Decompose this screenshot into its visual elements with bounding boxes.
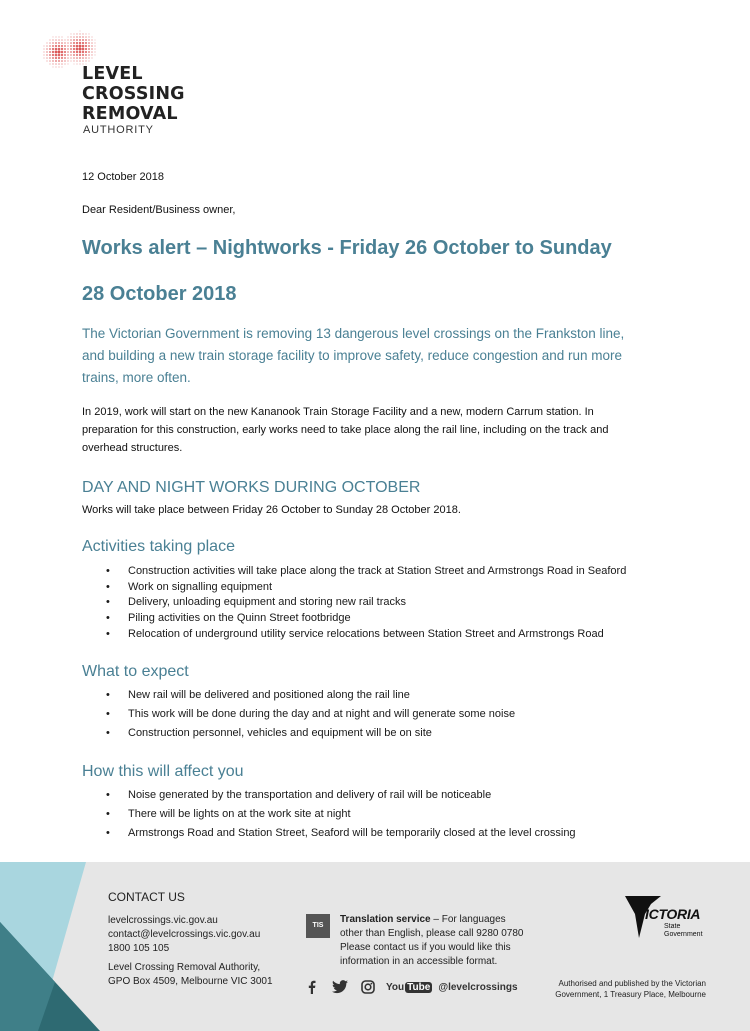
logo-dot [85, 33, 86, 34]
logo-dot [64, 63, 65, 64]
bullet: • [106, 580, 110, 593]
logo-dot [88, 48, 90, 50]
logo-dot [76, 48, 79, 51]
address-line: GPO Box 4509, Melbourne VIC 3001 [108, 976, 273, 987]
logo-dot [55, 54, 58, 57]
translation-text: Please contact us if you would like this [340, 942, 511, 953]
logo-dot [46, 54, 48, 56]
list-item-text: Relocation of underground utility service relocations between Station Street and Armstrongs Road [128, 627, 604, 640]
affect-list [82, 786, 702, 843]
logo-dot [85, 60, 86, 61]
logo-dot [58, 66, 59, 67]
logo-dot [61, 45, 63, 47]
logo-dot [70, 57, 72, 59]
logo-dot [46, 51, 48, 53]
logo-dot [52, 42, 54, 44]
works-heading: DAY AND NIGHT WORKS DURING OCTOBER [82, 479, 421, 496]
lead-paragraph [82, 323, 682, 389]
logo-dot [73, 39, 75, 41]
logo-dot [88, 54, 90, 56]
logo-dot [46, 48, 48, 50]
logo-dot [67, 63, 68, 64]
logo-dot [91, 45, 93, 47]
logo-dot [61, 39, 63, 41]
logo-dot [49, 60, 51, 62]
logo-dot [58, 54, 61, 57]
logo-dot [76, 54, 78, 56]
logo-dot [76, 60, 78, 62]
logo-dot [79, 51, 82, 54]
list-item-text: There will be lights on at the work site at night [128, 808, 351, 820]
translation-label: Translation service [340, 914, 431, 925]
logo-dot [79, 30, 80, 31]
logo-dot [94, 48, 95, 49]
logo-dot [58, 45, 60, 47]
logo-dot [67, 57, 69, 59]
logo-dot [85, 51, 87, 53]
bullet: • [106, 689, 110, 701]
logo-dot [67, 42, 69, 44]
facebook-icon[interactable] [305, 980, 319, 994]
logo-dot [55, 57, 57, 59]
logo-dot [49, 48, 51, 50]
logo-dot [49, 45, 51, 47]
logo-dot [55, 42, 57, 44]
logo-dot [70, 51, 72, 53]
authorised-line: Government, 1 Treasury Place, Melbourne [555, 990, 706, 999]
logo-dot [70, 48, 72, 50]
victoria-sub [664, 923, 703, 939]
logo-dot [79, 60, 81, 62]
logo-dot [88, 33, 89, 34]
logo-dot [76, 57, 78, 59]
logo-dot [61, 60, 63, 62]
list-item-text: Work on signalling equipment [128, 580, 273, 593]
logo-dot [82, 60, 84, 62]
logo-dot [94, 39, 95, 40]
logo-dot [91, 51, 93, 53]
logo-dot [79, 33, 80, 34]
logo-dot [46, 42, 47, 43]
youtube-you: You [386, 981, 405, 993]
logo-dot [73, 60, 74, 61]
footer-decorative-shapes [0, 862, 110, 1031]
logo-dot [73, 51, 75, 53]
letter-date: 12 October 2018 [82, 171, 164, 183]
instagram-icon[interactable] [361, 980, 375, 994]
bullet: • [106, 727, 110, 739]
logo-dot [55, 66, 56, 67]
logo-line-1: LEVEL [82, 64, 143, 84]
logo-dot [73, 48, 75, 50]
intro-line: preparation for this construction, early works need to take place along the rail line, including on the track and [82, 424, 609, 436]
youtube-tube: Tube [407, 981, 431, 993]
logo-dot [76, 63, 77, 64]
logo-dot [76, 36, 78, 38]
logo-dot [85, 48, 87, 50]
footer [0, 862, 750, 1031]
logo-dot [58, 63, 60, 65]
logo-dot [46, 60, 47, 61]
logo-dot [88, 51, 90, 53]
logo-dot [73, 54, 75, 56]
list-item-text: Noise generated by the transportation and delivery of rail will be noticeable [128, 789, 492, 801]
logo-dot [76, 45, 79, 48]
activities-list [82, 564, 702, 643]
affect-heading: How this will affect you [82, 763, 244, 780]
logo-dot [43, 51, 44, 52]
logo-dot [61, 48, 63, 50]
logo-dot [49, 42, 51, 44]
logo-dot [91, 42, 93, 44]
logo-dot [85, 54, 87, 56]
bullet: • [106, 612, 110, 625]
address-line: Level Crossing Removal Authority, [108, 962, 261, 973]
contact-block [108, 914, 273, 989]
logo-dot [73, 45, 75, 47]
logo-dot [67, 54, 69, 56]
logo-dot [52, 39, 53, 40]
logo-dot [88, 60, 89, 61]
bullet: • [106, 627, 110, 640]
logo-dot [64, 39, 65, 40]
contact-heading: CONTACT US [108, 890, 185, 904]
logo-dot [76, 51, 78, 53]
logo-dot [73, 42, 75, 44]
logo-dot [73, 63, 74, 64]
logo-dot [70, 60, 71, 61]
logo-dot [82, 54, 84, 56]
logo-dot [88, 45, 90, 47]
bullet: • [106, 789, 110, 801]
logo-dot [52, 57, 54, 59]
logo-dot [55, 45, 57, 47]
list-item [82, 705, 702, 724]
logo-dot [61, 57, 63, 59]
logo-dot [52, 51, 54, 53]
youtube-icon[interactable] [386, 982, 432, 993]
logo-dot [88, 42, 90, 44]
logo-dot [91, 48, 93, 50]
twitter-icon[interactable] [332, 980, 348, 994]
logo-dot [55, 39, 57, 41]
website-link[interactable]: levelcrossings.vic.gov.au [108, 915, 218, 926]
list-item [82, 595, 702, 611]
translation-block [340, 913, 540, 969]
logo-dot [82, 51, 84, 53]
logo-dot [55, 63, 57, 65]
logo-dot [58, 48, 61, 51]
logo-dot [79, 42, 81, 44]
logo-dot [55, 36, 56, 37]
logo-dot [76, 33, 77, 34]
list-item-text: Construction personnel, vehicles and equipment will be on site [128, 727, 432, 739]
logo-dot [61, 63, 63, 65]
expect-heading: What to expect [82, 663, 189, 680]
logo-dot [79, 63, 80, 64]
logo-dot [61, 42, 63, 44]
logo-dot [70, 39, 72, 41]
intro-paragraph [82, 403, 702, 457]
logo-dot [52, 48, 54, 50]
logo-dot [79, 36, 81, 38]
list-item [82, 786, 702, 805]
logo-dot [52, 66, 53, 67]
logo-dot [61, 36, 62, 37]
logo-dot [58, 39, 60, 41]
logo-dot [49, 39, 50, 40]
logo-dot [52, 45, 54, 47]
works-text: Works will take place between Friday 26 October to Sunday 28 October 2018. [82, 504, 461, 516]
logo-dot [85, 45, 87, 47]
logo-dot [64, 54, 66, 56]
logo-dot [88, 57, 90, 59]
list-item-text: Armstrongs Road and Station Street, Seaford will be temporarily closed at the level crossing [128, 827, 576, 839]
list-item-text: Piling activities on the Quinn Street footbridge [128, 612, 351, 625]
logo-dot [94, 51, 95, 52]
translation-text: – For languages [430, 914, 506, 925]
logo-dot [67, 45, 69, 47]
logo-dot [82, 48, 85, 51]
list-item [82, 611, 702, 627]
expect-list [82, 686, 702, 743]
logo-dot [73, 36, 75, 38]
intro-line: In 2019, work will start on the new Kananook Train Storage Facility and a new, modern Carrum station. In [82, 406, 594, 418]
logo-dot [82, 45, 85, 48]
list-item [82, 580, 702, 596]
logo-dot [94, 42, 95, 43]
logo-dot [73, 33, 74, 34]
bullet: • [106, 596, 110, 609]
logo-subline: AUTHORITY [83, 124, 154, 136]
logo-dot [46, 45, 48, 47]
list-item-text: This work will be done during the day and at night and will generate some noise [128, 708, 516, 720]
logo-dot [52, 36, 53, 37]
salutation: Dear Resident/Business owner, [82, 204, 236, 216]
bullet: • [106, 808, 110, 820]
logo-dot [70, 54, 72, 56]
page-title-line-1: Works alert – Nightworks - Friday 26 October to Sunday [82, 237, 612, 259]
list-item [82, 686, 702, 705]
list-item-text: Construction activities will take place along the track at Station Street and Armstrongs Road in Seaford [128, 565, 627, 577]
logo-dot [49, 57, 51, 59]
logo-dot [43, 48, 44, 49]
logo-dot [82, 42, 84, 44]
list-item [82, 627, 702, 643]
lead-line: The Victorian Government is removing 13 dangerous level crossings on the Frankston line, [82, 326, 625, 341]
logo-dot [64, 48, 66, 50]
logo-line-3: REMOVAL [82, 104, 178, 124]
email-link[interactable]: contact@levelcrossings.vic.gov.au [108, 929, 261, 940]
logo-dot [46, 57, 48, 59]
logo-dot [85, 57, 87, 59]
logo-dot [58, 36, 59, 37]
authorised-text [540, 978, 706, 1000]
logo-dot [76, 42, 78, 44]
lead-line: and building a new train storage facility to improve safety, reduce congestion and run more [82, 348, 623, 363]
lead-line: trains, more often. [82, 370, 191, 385]
logo-dot [82, 36, 84, 38]
logo-dot [64, 45, 66, 47]
logo-dot [55, 60, 57, 62]
logo-dot [43, 45, 44, 46]
logo-dot [70, 33, 71, 34]
logo-dot [85, 42, 87, 44]
logo-dot [61, 66, 62, 67]
logo-dot [88, 36, 89, 37]
phone-number: 1800 105 105 [108, 943, 170, 954]
logo-dot [82, 33, 83, 34]
logo-dot [67, 39, 68, 40]
list-item [82, 805, 702, 824]
logo-dot [91, 36, 92, 37]
logo-dot [58, 51, 61, 54]
logo-dot [67, 60, 68, 61]
logo-line-2: CROSSING [82, 84, 185, 104]
logo-dot [58, 42, 60, 44]
page-title-line-2: 28 October 2018 [82, 283, 237, 305]
translation-text: information in an accessible format. [340, 956, 498, 967]
logo-dot [58, 57, 60, 59]
logo-dot [52, 63, 53, 64]
bullet: • [106, 565, 110, 577]
list-item [82, 564, 702, 580]
logo-dot [70, 45, 72, 47]
logo-dot [94, 45, 95, 46]
logo-dot [88, 39, 90, 41]
bullet: • [106, 827, 110, 839]
bullet: • [106, 708, 110, 720]
logo-dot [79, 39, 81, 41]
translation-icon: TIS [306, 914, 330, 938]
logo-dot [70, 42, 72, 44]
logo-dot [43, 54, 44, 55]
logo-dot [91, 57, 92, 58]
logo-dot [85, 39, 87, 41]
authorised-line: Authorised and published by the Victorian [558, 979, 706, 988]
logo-dot [64, 57, 66, 59]
list-item [82, 824, 702, 843]
logo-dot [49, 54, 51, 56]
logo-dot [61, 51, 64, 54]
logo-dot [49, 51, 51, 53]
logo-dot [49, 63, 50, 64]
logo-dot [82, 39, 84, 41]
logo-dot [64, 60, 66, 62]
logo-dot [85, 36, 87, 38]
logo-dot [52, 60, 54, 62]
social-handle[interactable]: @levelcrossings [438, 981, 518, 993]
logo-dot [79, 57, 81, 59]
translation-text: other than English, please call 9280 0780 [340, 928, 524, 939]
intro-line: overhead structures. [82, 442, 183, 454]
logo-dot [43, 57, 44, 58]
activities-heading: Activities taking place [82, 538, 235, 555]
logo-dot [64, 42, 66, 44]
logo-dot [79, 45, 82, 48]
victoria-wordmark: VICTORIA [636, 906, 701, 922]
logo-dot [91, 39, 92, 40]
logo-dot [55, 48, 58, 51]
logo-dot [76, 39, 78, 41]
logo-dot [61, 54, 63, 56]
logo-dot [58, 60, 60, 62]
logo-dot [55, 51, 58, 54]
logo-dot [79, 48, 82, 51]
logo-dot [91, 54, 92, 55]
logo-dot [67, 51, 69, 53]
logo-dot [52, 54, 54, 56]
logo-dot [94, 54, 95, 55]
list-item-text: New rail will be delivered and positioned along the rail line [128, 689, 410, 701]
logo-dot [82, 57, 84, 59]
logo-dot [67, 48, 69, 50]
logo-dot [70, 36, 71, 37]
victoria-sub-line: State [664, 923, 681, 930]
logo-dot [67, 36, 68, 37]
list-item [82, 724, 702, 743]
logo-dot [64, 51, 66, 53]
list-item-text: Delivery, unloading equipment and storing new rail tracks [128, 596, 406, 609]
victoria-sub-line: Government [664, 931, 703, 938]
logo-dot [79, 54, 81, 56]
logo-dot [73, 57, 75, 59]
social-row [305, 979, 518, 995]
